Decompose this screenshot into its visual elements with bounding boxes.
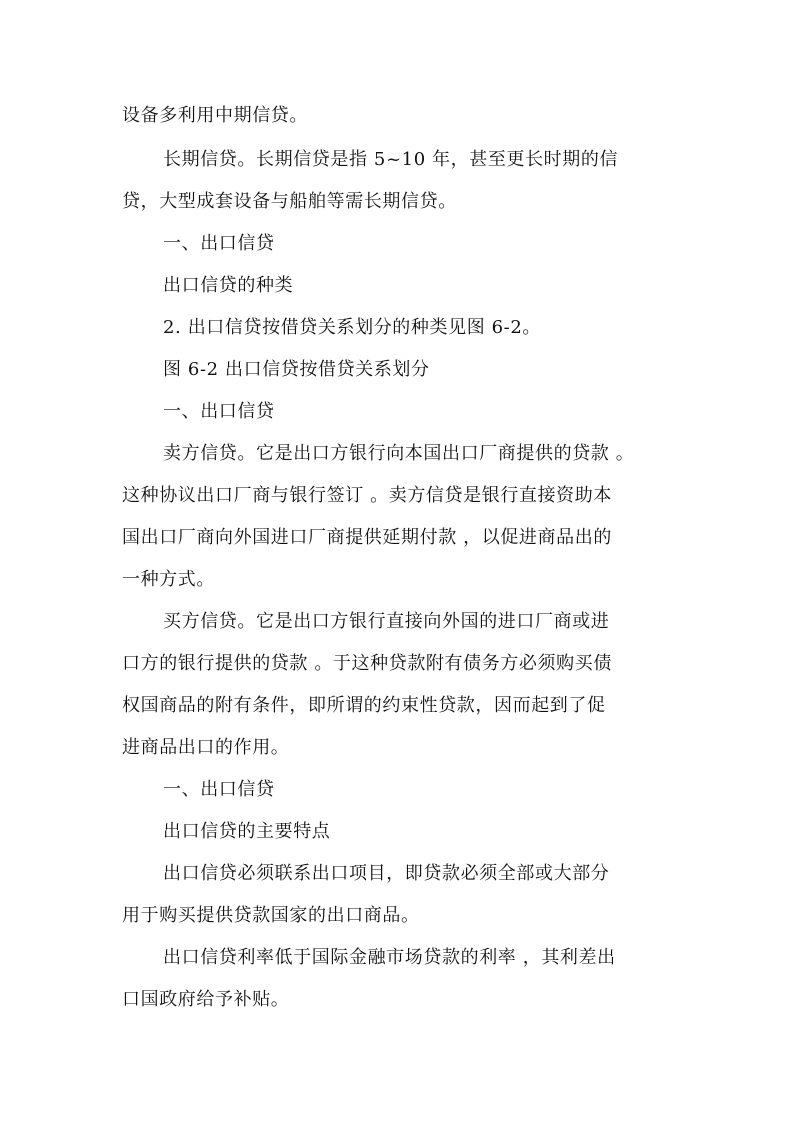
- text-line: 进商品出口的作用。: [122, 737, 290, 758]
- text-line: 出口信贷必须联系出口项目，即贷款必须全部或大部分: [163, 863, 610, 884]
- text-line: 买方信贷。它是出口方银行直接向外国的进口厂商或进: [163, 611, 610, 632]
- text-line: 长期信贷。长期信贷是指 5~10 年，甚至更长时期的信: [163, 149, 619, 170]
- text-line: 口方的银行提供的贷款 。于这种贷款附有债务方必须购买债: [122, 653, 612, 674]
- section-heading: 一、出口信贷: [163, 233, 275, 254]
- section-heading: 一、出口信贷: [163, 779, 275, 800]
- text-line: 权国商品的附有条件，即所谓的约束性贷款，因而起到了促: [122, 695, 606, 716]
- text-line: 国出口厂商向外国进口厂商提供延期付款 ，以促进商品出的: [122, 527, 612, 548]
- text-line: 一种方式。: [122, 569, 215, 590]
- text-line: 卖方信贷。它是出口方银行向本国出口厂商提供的贷款 。: [163, 443, 635, 464]
- text-line: 贷，大型成套设备与船舶等需长期信贷。: [122, 191, 457, 212]
- subsection-heading: 出口信贷的主要特点: [163, 821, 331, 842]
- text-line: 2. 出口信贷按借贷关系划分的种类见图 6-2。: [163, 317, 542, 338]
- text-line: 设备多利用中期信贷。: [122, 105, 308, 126]
- text-line: 这种协议出口厂商与银行签订 。卖方信贷是银行直接资助本: [122, 485, 612, 506]
- subsection-heading: 出口信贷的种类: [163, 275, 294, 296]
- text-line: 口国政府给予补贴。: [122, 989, 290, 1010]
- figure-caption: 图 6-2 出口信贷按借贷关系划分: [163, 359, 430, 380]
- section-heading: 一、出口信贷: [163, 401, 275, 422]
- text-line: 出口信贷利率低于国际金融市场贷款的利率 ，其利差出: [163, 947, 616, 968]
- text-line: 用于购买提供贷款国家的出口商品。: [122, 905, 420, 926]
